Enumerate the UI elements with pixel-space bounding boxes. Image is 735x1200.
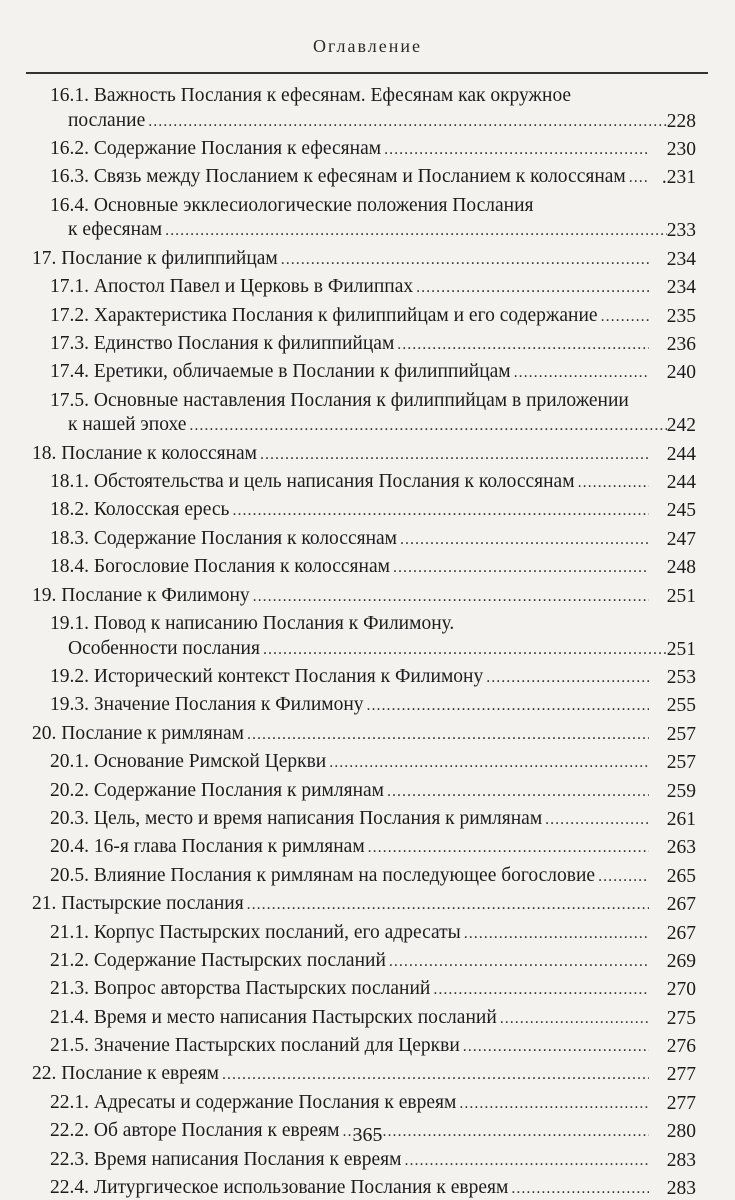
toc-page-number: 283 — [666, 1149, 696, 1171]
toc-section-entry — [32, 1176, 696, 1200]
toc-entry-title: 18.3. Содержание Послания к колоссянам — [50, 527, 398, 549]
dot-leader — [189, 414, 667, 439]
toc-section-entry — [32, 527, 696, 555]
toc-page-number: .231 — [661, 167, 696, 189]
toc-entry-title: 16.2. Содержание Послания к ефесянам — [50, 137, 382, 159]
dot-leader — [463, 1035, 649, 1060]
toc-section-entry — [32, 949, 696, 977]
toc-page-number: 228 — [666, 110, 696, 132]
toc-section-entry — [32, 921, 696, 949]
toc-entry-title: послание — [68, 109, 146, 131]
toc-page-number: 242 — [666, 415, 696, 437]
toc-entry-title: Особенности послания — [68, 637, 260, 659]
toc-entry-title: 22.4. Литургическое использование Послания к евреям — [50, 1177, 509, 1199]
toc-entry-title: 17. Послание к филиппийцам — [32, 247, 278, 269]
toc-section-entry — [32, 779, 696, 807]
toc-page-number: 245 — [666, 500, 696, 522]
toc-entry-title: 18.2. Колосская ересь — [50, 499, 230, 521]
toc-entry-title: 20.2. Содержание Послания к римлянам — [50, 779, 385, 801]
toc-page-number: 257 — [666, 723, 696, 745]
toc-page-number: 267 — [666, 922, 696, 944]
toc-chapter-entry — [32, 442, 696, 470]
toc-page-number: 255 — [666, 695, 696, 717]
toc-chapter-entry — [32, 722, 696, 750]
toc-entry-title: 19. Послание к Филимону — [32, 584, 250, 606]
toc-entry-title: 22.3. Время написания Послания к евреям — [50, 1148, 402, 1170]
toc-chapter-entry — [32, 247, 696, 275]
dot-leader — [367, 694, 649, 719]
toc-entry-title: к ефесянам — [68, 219, 163, 241]
toc-page-number: 251 — [666, 638, 696, 660]
dot-leader — [165, 219, 667, 244]
running-header: Оглавление — [313, 36, 422, 56]
toc-section-entry — [32, 332, 696, 360]
toc-chapter-entry — [32, 892, 696, 920]
dot-leader — [459, 1092, 649, 1117]
dot-leader — [389, 950, 649, 975]
toc-section-entry — [32, 275, 696, 303]
dot-leader — [598, 865, 649, 890]
toc-page-number: 230 — [666, 138, 696, 160]
dot-leader — [384, 138, 649, 163]
toc-page-number: 248 — [666, 557, 696, 579]
toc-section-entry — [32, 665, 696, 693]
toc-page-number: 261 — [666, 808, 696, 830]
toc-page-number: 253 — [666, 667, 696, 689]
toc-entry-title: 17.5. Основные наставления Послания к филиппийцам в приложении — [50, 389, 629, 411]
toc-section-entry — [32, 389, 696, 442]
toc-section-entry — [32, 137, 696, 165]
toc-page-number: 234 — [666, 248, 696, 270]
toc-page-number: 277 — [666, 1064, 696, 1086]
dot-leader — [232, 499, 649, 524]
dot-leader — [387, 780, 649, 805]
toc-entry-title: 17.3. Единство Послания к филиппийцам — [50, 332, 395, 354]
toc-page-number: 269 — [666, 950, 696, 972]
toc-section-entry — [32, 555, 696, 583]
toc-entry-title: 22.2. Об авторе Послания к евреям — [50, 1120, 340, 1142]
toc-entry-title: 19.3. Значение Послания к Филимону — [50, 694, 364, 716]
toc-page-number: 265 — [666, 865, 696, 887]
toc-section-entry — [32, 1006, 696, 1034]
dot-leader — [511, 1177, 649, 1200]
toc-page-number: 283 — [666, 1178, 696, 1200]
toc-entry-title: 17.4. Еретики, обличаемые в Послании к филиппийцам — [50, 361, 511, 383]
toc-entry-title: 16.3. Связь между Посланием к ефесянам и Посланием к колоссянам — [50, 166, 626, 188]
toc-entry-title: 20.4. 16-я глава Послания к римлянам — [50, 836, 365, 858]
toc-chapter-entry — [32, 1062, 696, 1090]
toc-entry-title: 21.1. Корпус Пастырских посланий, его адресаты — [50, 921, 461, 943]
dot-leader — [397, 333, 649, 358]
dot-leader — [393, 556, 649, 581]
toc-entry-title: 20. Послание к римлянам — [32, 722, 245, 744]
toc-page-number: 277 — [666, 1092, 696, 1114]
toc-section-entry — [32, 1091, 696, 1119]
toc-section-entry — [32, 977, 696, 1005]
toc-section-entry — [32, 165, 696, 193]
dot-leader — [148, 110, 667, 135]
dot-leader — [514, 361, 649, 386]
dot-leader — [281, 248, 649, 273]
toc-page-number: 247 — [666, 528, 696, 550]
toc-page-number: 275 — [666, 1007, 696, 1029]
toc-entry-title: 18.1. Обстоятельства и цель написания Послания к колоссянам — [50, 471, 575, 493]
toc-entry-title: 20.1. Основание Римской Церкви — [50, 751, 327, 773]
dot-leader — [260, 443, 649, 468]
toc-page-number: 240 — [666, 362, 696, 384]
toc-section-entry — [32, 498, 696, 526]
toc-page-number: 233 — [666, 220, 696, 242]
toc-page-number: 236 — [666, 333, 696, 355]
toc-entry-title: 22.1. Адресаты и содержание Послания к евреям — [50, 1091, 457, 1113]
toc-section-entry — [32, 470, 696, 498]
dot-leader — [329, 751, 649, 776]
toc-section-entry — [32, 1034, 696, 1062]
toc-section-entry — [32, 360, 696, 388]
toc-page-number: 234 — [666, 277, 696, 299]
toc-entry-title: 21.3. Вопрос авторства Пастырских посланий — [50, 978, 431, 1000]
toc-section-entry — [32, 835, 696, 863]
toc-entry-title: 16.4. Основные экклесиологические положения Послания — [50, 194, 534, 216]
toc-entry-title: 17.1. Апостол Павел и Церковь в Филиппах — [50, 276, 414, 298]
dot-leader — [263, 638, 667, 663]
dot-leader — [500, 1007, 649, 1032]
toc-section-entry — [32, 807, 696, 835]
dot-leader — [416, 276, 649, 301]
dot-leader — [222, 1063, 649, 1088]
dot-leader — [433, 978, 649, 1003]
toc-entry-title: 21. Пастырские послания — [32, 893, 244, 915]
toc-section-entry — [32, 864, 696, 892]
toc-section-entry — [32, 693, 696, 721]
dot-leader — [486, 666, 649, 691]
toc-entry-title: 21.4. Время и место написания Пастырских посланий — [50, 1006, 497, 1028]
toc-page-number: 257 — [666, 752, 696, 774]
dot-leader — [545, 808, 649, 833]
toc-entry-title: 18.4. Богословие Послания к колоссянам — [50, 556, 390, 578]
toc-entry-title: 19.1. Повод к написанию Послания к Филимону. — [50, 613, 455, 635]
toc-section-entry — [32, 84, 696, 137]
toc-page-number: 263 — [666, 837, 696, 859]
toc-page-number: 267 — [666, 894, 696, 916]
toc-chapter-entry — [32, 584, 696, 612]
dot-leader — [404, 1149, 649, 1174]
dot-leader — [400, 528, 649, 553]
dot-leader — [578, 471, 649, 496]
toc-page-number: 270 — [666, 979, 696, 1001]
toc-section-entry — [32, 750, 696, 778]
page-number: 365 — [352, 1124, 383, 1146]
toc-section-entry — [32, 304, 696, 332]
dot-leader — [629, 166, 649, 191]
toc-entry-title: 16.1. Важность Послания к ефесянам. Ефесянам как окружное — [50, 85, 572, 106]
toc-page-number: 276 — [666, 1036, 696, 1058]
dot-leader — [464, 922, 649, 947]
toc-entry-title: к нашей эпохе — [68, 414, 187, 436]
dot-leader — [247, 893, 649, 918]
toc-page-number: 259 — [666, 780, 696, 802]
toc-page-number: 235 — [666, 305, 696, 327]
toc-entry-title: 20.3. Цель, место и время написания Послания к римлянам — [50, 807, 543, 829]
dot-leader — [601, 305, 649, 330]
dot-leader — [247, 723, 649, 748]
table-of-contents — [32, 84, 696, 1200]
header-rule — [26, 72, 708, 74]
toc-entry-title: 17.2. Характеристика Послания к филиппийцам и его содержание — [50, 304, 598, 326]
dot-leader — [368, 836, 649, 861]
toc-page-number: 244 — [666, 443, 696, 465]
toc-entry-title: 22. Послание к евреям — [32, 1063, 219, 1085]
toc-section-entry — [32, 194, 696, 247]
toc-entry-title: 20.5. Влияние Послания к римлянам на последующее богословие — [50, 864, 596, 886]
toc-entry-title: 18. Послание к колоссянам — [32, 442, 258, 464]
toc-section-entry — [32, 1148, 696, 1176]
toc-section-entry — [32, 612, 696, 665]
toc-page-number: 244 — [666, 472, 696, 494]
dot-leader — [253, 585, 649, 610]
toc-entry-title: 19.2. Исторический контекст Послания к Филимону — [50, 666, 484, 688]
toc-page-number: 280 — [666, 1121, 696, 1143]
toc-entry-title: 21.5. Значение Пастырских посланий для Церкви — [50, 1035, 460, 1057]
toc-page-number: 251 — [666, 585, 696, 607]
toc-entry-title: 21.2. Содержание Пастырских посланий — [50, 949, 386, 971]
